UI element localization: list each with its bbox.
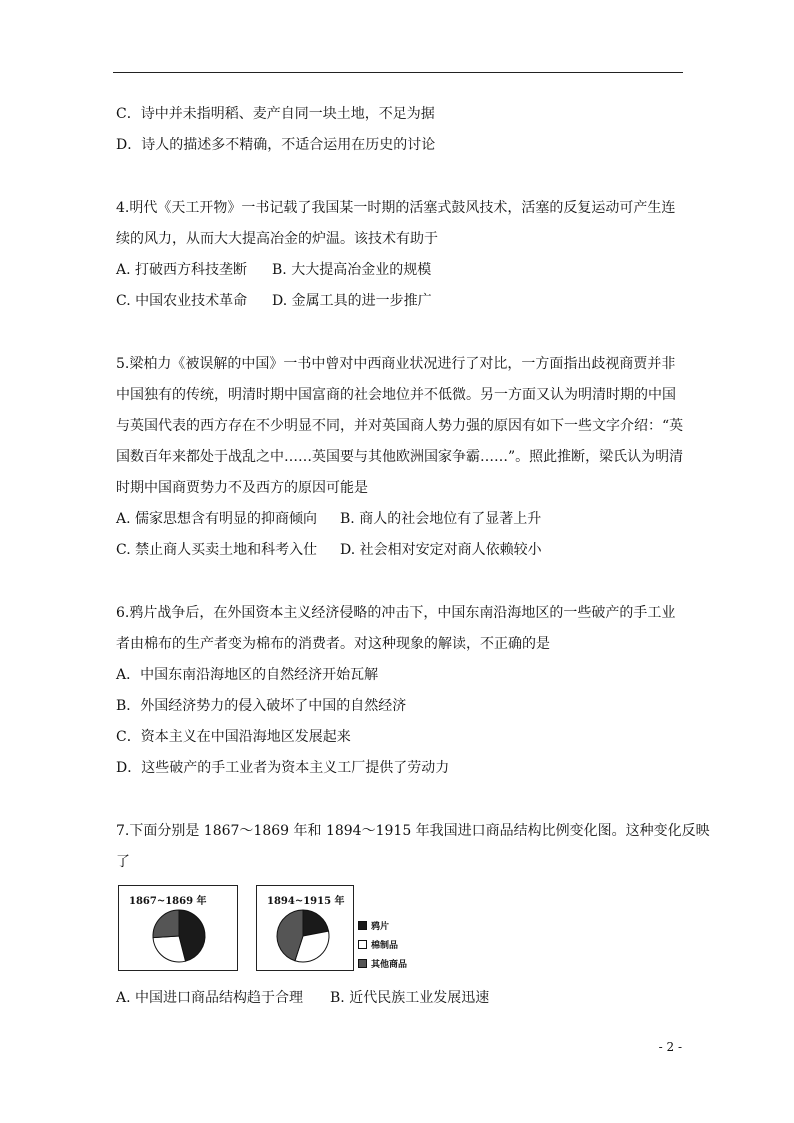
q6-option-c: C．资本主义在中国沿海地区发展起来 <box>116 729 351 745</box>
q5-stem-line-1: 5.梁柏力《被误解的中国》一书中曾对中西商业状况进行了对比，一方面指出歧视商贾并非 <box>116 356 676 372</box>
q6-option-d: D．这些破产的手工业者为资本主义工厂提供了劳动力 <box>116 760 450 776</box>
pie-slices <box>277 910 329 962</box>
pie-slices <box>153 910 205 962</box>
q5-option-b: B. 商人的社会地位有了显著上升 <box>340 511 542 527</box>
q4-option-b: B. 大大提高冶金业的规模 <box>272 262 432 278</box>
q5-stem-line-4: 国数百年来都处于战乱之中……英国要与其他欧洲国家争霸……”。照此推断，梁氏认为明清 <box>116 449 684 465</box>
q5-stem-line-5: 时期中国商贾势力不及西方的原因可能是 <box>116 480 368 496</box>
pie-chart-1894 <box>256 885 354 971</box>
legend-item-cotton <box>358 938 398 951</box>
q6-option-b: B．外国经济势力的侵入破坏了中国的自然经济 <box>116 698 407 714</box>
q5-option-c: C. 禁止商人买卖土地和科考入仕 <box>116 542 318 558</box>
header-rule <box>113 72 683 73</box>
q5-stem-line-2: 中国独有的传统，明清时期中国富商的社会地位并不低微。另一方面又认为明清时期的中国 <box>116 387 676 403</box>
q4-option-d: D. 金属工具的进一步推广 <box>272 293 432 309</box>
legend-label: 棉制品 <box>371 941 399 951</box>
q7-option-a: A. 中国进口商品结构趋于合理 <box>116 990 304 1006</box>
pie-chart-1867 <box>118 885 238 971</box>
legend-item-other <box>358 957 407 970</box>
q6-stem-line-1: 6.鸦片战争后，在外国资本主义经济侵略的冲击下，中国东南沿海地区的一些破产的手工业 <box>116 605 676 621</box>
q7-stem-line-1: 7.下面分别是 1867～1869 年和 1894～1915 年我国进口商品结构比例变化图。这种变化反映 <box>116 823 710 839</box>
q4-option-c: C. 中国农业技术革命 <box>116 293 248 309</box>
page-number: - 2 - <box>658 1040 682 1054</box>
legend-label: 其他商品 <box>371 960 408 970</box>
q6-stem-line-2: 者由棉布的生产者变为棉布的消费者。对这种现象的解读，不正确的是 <box>116 636 550 652</box>
pie-chart-svg <box>257 886 353 970</box>
pie-slice-other <box>153 910 179 938</box>
pie-chart-svg <box>119 886 237 970</box>
q4-option-a: A. 打破西方科技垄断 <box>116 262 248 278</box>
q7-stem-line-2: 了 <box>116 854 130 870</box>
q5-option-a: A. 儒家思想含有明显的抑商倾向 <box>116 511 318 527</box>
legend-item-opium <box>358 919 389 932</box>
q3-option-d: D．诗人的描述多不精确，不适合运用在历史的讨论 <box>116 137 436 153</box>
pie-chart-title: 1894~1915 年 <box>267 896 345 907</box>
q5-stem-line-3: 与英国代表的西方存在不少明显不同，并对英国商人势力强的原因有如下一些文字介绍：“英 <box>116 418 684 434</box>
legend-swatch <box>358 959 367 968</box>
legend-swatch <box>358 921 367 930</box>
q7-option-b: B. 近代民族工业发展迅速 <box>330 990 490 1006</box>
legend-swatch <box>358 940 367 949</box>
q5-option-d: D. 社会相对安定对商人依赖较小 <box>340 542 542 558</box>
legend-label: 鸦片 <box>371 922 390 932</box>
q4-stem-line-2: 续的风力，从而大大提高冶金的炉温。该技术有助于 <box>116 231 438 247</box>
q3-option-c: C．诗中并未指明稻、麦产自同一块土地，不足为据 <box>116 106 435 122</box>
q4-stem-line-1: 4.明代《天工开物》一书记载了我国某一时期的活塞式鼓风技术，活塞的反复运动可产生连 <box>116 200 676 216</box>
pie-chart-title: 1867~1869 年 <box>129 896 207 907</box>
q6-option-a: A．中国东南沿海地区的自然经济开始瓦解 <box>116 667 379 683</box>
